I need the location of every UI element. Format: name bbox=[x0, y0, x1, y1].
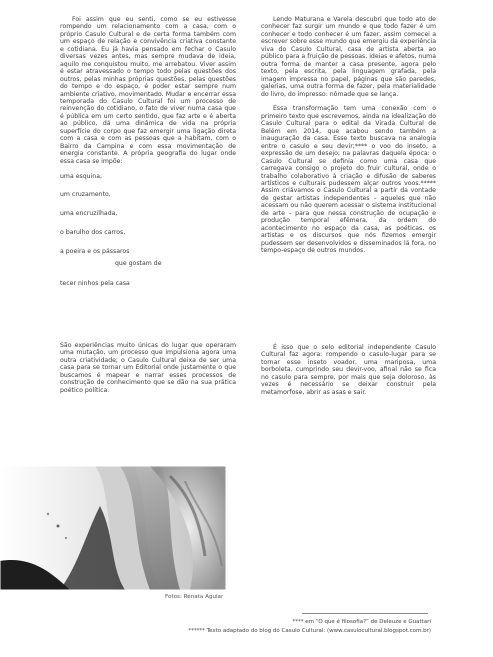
photo-image bbox=[0, 466, 226, 590]
left-column bbox=[60, 16, 236, 299]
photo-caption: Fotos: Renata Aguiar bbox=[165, 594, 224, 600]
footnote-5: ****** Texto adaptado do blog do Casulo Cultural: (www.casulocultural.blogspot.com.br) bbox=[188, 628, 431, 634]
right-column-bottom bbox=[261, 344, 436, 396]
verse-line: que gostam de bbox=[115, 260, 162, 268]
verse-line: a poeira e os pássaros bbox=[60, 248, 130, 256]
verse-line: uma encruzilhada, bbox=[60, 210, 118, 218]
left-paragraph-2: São experiências muito únicas do lugar que operaram uma mutação, um processo que impulsiona agora uma outra criatividade; o Casulo Cultural deixa de ser uma casa para se tornar um Editorial onde justamente o que buscamos é mapear e narrar esses processos de construção de conhecimento que se dão na sua prática poético política. bbox=[60, 342, 236, 394]
verse bbox=[60, 173, 236, 288]
right-column bbox=[261, 16, 436, 254]
right-paragraph-2: Essa transformação tem uma conexão com o primeiro texto que escrevemos, ainda na idealização do Casulo Cultural para o edital da Virada Cultural de Belém em 2014, que acabou sendo também a inauguração da casa. Esse texto buscava na analogia entre o casulo e seu devir;**** o voo do inseto, a expressão de um desejo; na palavras daquela época: o Casulo Cultural se definia como uma casa que carregava consigo o projeto do fruir cultural, onde o trabalho colaborativo à criação e difusão de saberes artísticos e culturais pudessem alçar outros voos.***** Assim criávamos o Casulo Cultural a partir da vontade de gestar artistas independentes – aqueles que não acessam ou não querem acessar o sistema institucional de arte – para que nessa construção de ocupação e produção temporal efêmera, da ordem do acontecimento no espaço da casa, as poéticas, os artistas e os discursos que nós fizemos emergir pudessem ser desenvolvidos e disseminados lá fora, no tempo-espaço de outros mundos. bbox=[261, 105, 436, 255]
footnote-divider bbox=[302, 613, 428, 614]
right-paragraph-1: Lendo Maturana e Varela descubri que todo ato de conhecer faz surgir um mundo e que todo fazer é um conhecer e todo conhecer é um fazer, assim comecei a escrever sobre esse mundo que emergiu da experiência viva do Casulo Cultural, casa de artista aberta ao público para a fruição de pessoas, ideias e afetos, numa outra forma de manter a casa presente, agora pelo texto, pela escrita, pela linguagem grafada, pela imagem impressa no papel, páginas que são paredes, galerias, uma outra forma de fazer, pela materialidade do livro, do impresso: nômade que se lança. bbox=[261, 16, 436, 98]
verse-line: uma esquina, bbox=[60, 172, 102, 180]
right-paragraph-3: É isso que o selo editorial independente Casulo Cultural faz agora: rompendo o casulo-lugar para se tornar esse inseto voador, uma mariposa, uma borboleta, cumprindo seu devir-voo, afinal não se fica no casulo para sempre, por mais que seja doloroso, às vezes é necessário se deixar construir pela metamorfose, abrir as asas e sair. bbox=[261, 344, 436, 396]
verse-line: tecer ninhos pela casa bbox=[60, 279, 130, 287]
verse-line: um cruzamento, bbox=[60, 191, 111, 199]
left-column-bottom bbox=[60, 342, 236, 394]
verse-line: o barulho dos carros, bbox=[60, 229, 126, 237]
footnote-4: **** em “O que é filosofia?” de Deleuze e Guattari bbox=[292, 619, 431, 625]
left-paragraph-1: Foi assim que eu senti, como se eu estivesse rompendo um relacionamento com a casa, com o próprio Casulo Cultural e de certa forma também com um espaço de relação e convivência criativa constante e cotidiana. Eu já havia pensado em fechar o Casulo diversas vezes antes, mas sempre mudava de ideia, aquilo me conquistou muito, me arrebatou. Viver assim é estar atravessado o tempo todo pelas questões dos outros, pelas minhas próprias questões, pelas questões do tempo e do espaço, é poder estar sempre num ambiente criativo, movimentado. Mudar e encerrar essa temporada do Casulo Cultural foi um processo de reinvenção do cotidiano, o fato de viver numa casa que é pública em um certo sentido, que faz arte e é aberta ao público, dá uma dinâmica de vida na própria superfície do corpo que faz emergir uma ligação direta com a casa e com as pessoas que a habitam, com o Bairro da Campina e com essa movimentação de energia constante. A própria geografia do lugar onde essa casa se impõe: bbox=[60, 16, 236, 165]
photo bbox=[0, 466, 226, 590]
